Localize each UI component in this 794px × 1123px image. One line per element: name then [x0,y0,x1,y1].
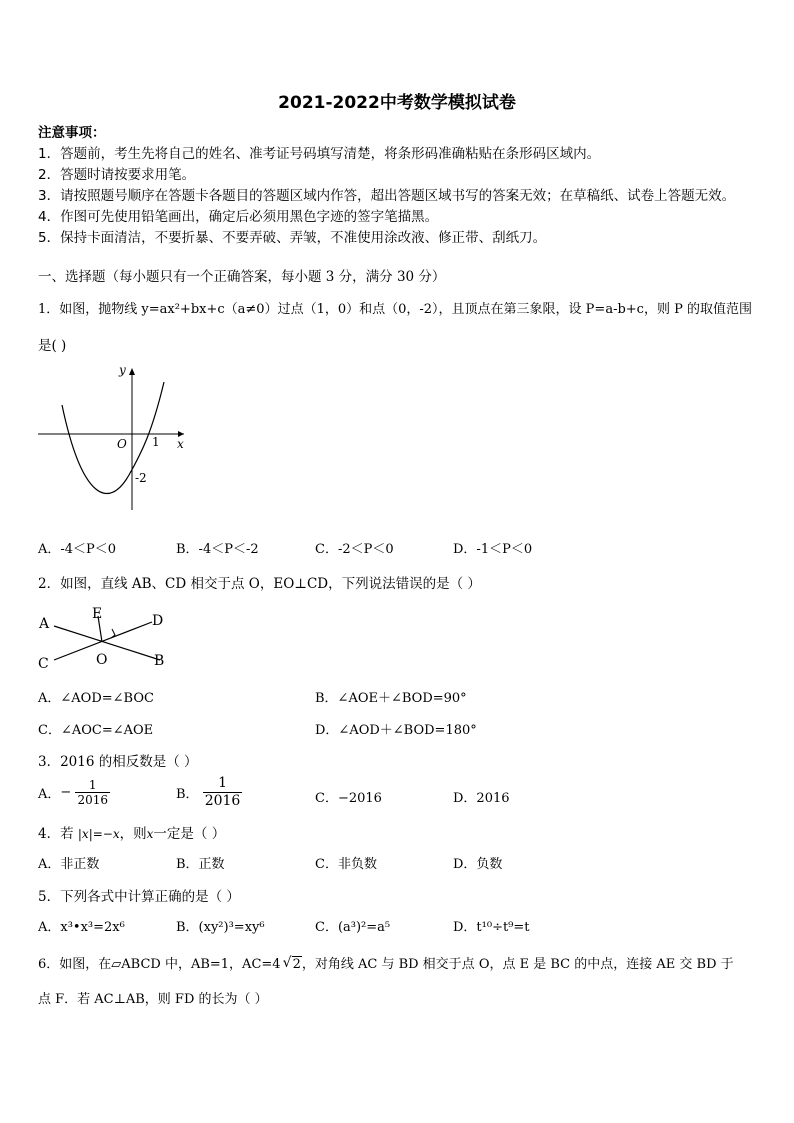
point-d-label: D [152,613,164,629]
q1-option-b[interactable]: B．-4＜P＜-2 [176,542,259,557]
q3-option-b-fraction [203,775,243,810]
q4-option-b[interactable]: B．正数 [176,857,225,872]
q3-option-b[interactable] [176,775,242,810]
q5-option-a[interactable]: A．x³•x³=2x⁶ [38,920,125,935]
q3-option-a-sign: − [60,785,72,800]
q3-b-denominator: 2016 [204,793,241,809]
q6-stem-line2: 点 F．若 AC⊥AB，则 FD 的长为（ ） [38,992,268,1007]
q6-line1-a: 6．如图，在▱ABCD 中，AB=1，AC=4 [38,957,281,972]
q5-option-d[interactable]: D．t¹⁰÷t⁹=t [453,920,530,935]
q4-suffix: 一定是（ ） [153,826,226,842]
q1-option-d[interactable]: D．-1＜P＜0 [453,542,533,557]
point-e-label: E [92,606,103,622]
y-tick-label: -2 [135,471,147,485]
point-b-label: B [154,653,165,669]
q4-option-a[interactable]: A．非正数 [38,857,100,872]
y-axis-label: y [119,363,126,377]
q6-sqrt: √ 2 [282,955,301,972]
q3-option-b-label: B． [176,787,199,802]
q4-prefix: 4．若 [38,826,74,842]
q4-option-c[interactable]: C．非负数 [315,857,377,872]
q3-a-denominator: 2016 [77,793,108,807]
point-o-label: O [96,652,108,668]
q4-mid: ，则 [119,826,147,842]
q3-option-d[interactable]: D．2016 [453,791,510,806]
notice-item-3: 3．请按照题号顺序在答题卡各题目的答题区域内作答，超出答题区域书写的答案无效；在草稿纸、试卷上答题无效。 [38,188,736,204]
q3-option-a-label: A． [38,787,61,802]
q1-stem-line1: 1．如图，抛物线 y=ax²+bx+c（a≠0）过点（1，0）和点（0，-2），且顶点在第三象限，设 P=a-b+c，则 P 的取值范围 [38,302,752,317]
q2-lines-figure [34,598,184,674]
q2-option-d[interactable]: D．∠AOD＋∠BOD=180° [315,723,477,738]
point-c-label: C [38,656,49,672]
q3-b-numerator: 1 [203,775,243,793]
section-heading: 一、选择题（每小题只有一个正确答案，每小题 3 分，满分 30 分） [38,269,446,285]
q3-option-c[interactable]: C．−2016 [315,791,382,806]
q4-variable: x [146,827,154,841]
notice-item-1: 1．答题前，考生先将自己的姓名、准考证号码填写清楚，将条形码准确粘贴在条形码区域内。 [38,146,601,162]
q1-option-c[interactable]: C．-2＜P＜0 [315,542,394,557]
q2-stem: 2．如图，直线 AB、CD 相交于点 O，EO⊥CD，下列说法错误的是（ ） [38,576,481,592]
q5-option-b[interactable]: B．(xy²)³=xy⁶ [176,920,265,935]
q2-option-a[interactable]: A．∠AOD=∠BOC [38,691,154,706]
q2-option-c[interactable]: C．∠AOC=∠AOE [38,723,154,738]
q4-option-d[interactable]: D．负数 [453,857,503,872]
notice-item-2: 2．答题时请按要求用笔。 [38,167,196,183]
q5-stem: 5．下列各式中计算正确的是（ ） [38,889,240,905]
q3-stem: 3．2016 的相反数是（ ） [38,754,198,770]
q6-line1-b: ，对角线 AC 与 BD 相交于点 O，点 E 是 BC 的中点，连接 AE 交 BD 于 [301,957,734,972]
notice-item-4: 4．作图可先使用铅笔画出，确定后必须用黑色字迹的签字笔描黑。 [38,209,439,225]
q2-option-b[interactable]: B．∠AOE＋∠BOD=90° [315,691,467,706]
x-axis-label: x [177,437,184,451]
q3-a-numerator: 1 [75,778,110,793]
q5-option-c[interactable]: C．(a³)²=a⁵ [315,920,391,935]
q6-sqrt-value: 2 [292,957,301,972]
q6-stem-line1 [38,953,734,972]
origin-label: O [117,437,127,451]
q4-expression: |x|=−x [77,827,120,841]
x-tick-label: 1 [152,435,160,449]
page-title: 2021-2022中考数学模拟试卷 [278,93,516,113]
q4-stem [38,822,225,842]
q3-option-a-fraction [75,778,110,807]
notice-heading: 注意事项： [38,125,106,141]
q1-option-a[interactable]: A．-4＜P＜0 [38,542,117,557]
notice-item-5: 5．保持卡面清洁，不要折暴、不要弄破、弄皱，不准使用涂改液、修正带、刮纸刀。 [38,230,547,246]
point-a-label: A [39,616,50,632]
q1-stem-line2: 是( ) [38,338,67,354]
q1-parabola-graph [34,360,194,520]
q3-option-a[interactable] [38,778,110,807]
